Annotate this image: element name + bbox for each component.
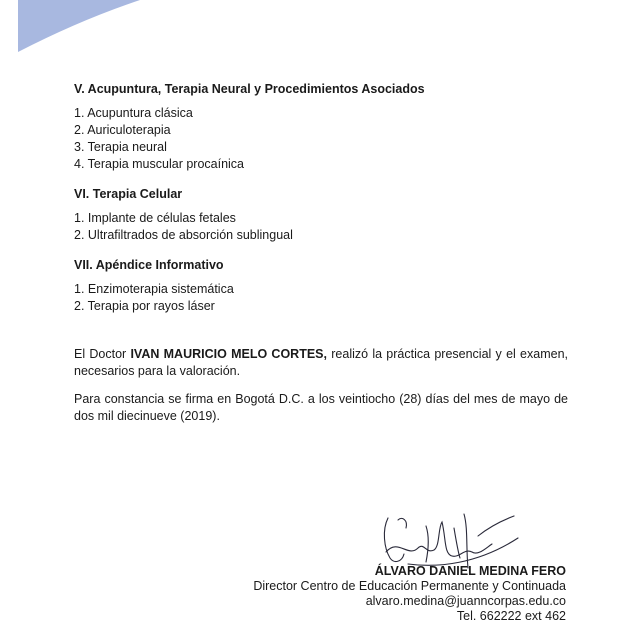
- section-list: [74, 210, 568, 244]
- list-item: 1. Enzimoterapia sistemática: [74, 282, 234, 296]
- list-item: 4. Terapia muscular procaínica: [74, 157, 244, 171]
- signer-phone: Tel. 662222 ext 462: [456, 609, 566, 623]
- statement-paragraph: [74, 346, 568, 380]
- list-item: 2. Terapia por rayos láser: [74, 299, 215, 313]
- section-heading: VII. Apéndice Informativo: [74, 258, 224, 272]
- section-vii: [74, 258, 568, 315]
- document-body: [74, 82, 568, 425]
- section-v: [74, 82, 568, 173]
- signer-name: ÁLVARO DANIEL MEDINA FERO: [374, 564, 566, 578]
- signer-email: alvaro.medina@juanncorpas.edu.co: [365, 594, 566, 608]
- statement-prefix: El Doctor: [74, 347, 131, 361]
- list-item: 3. Terapia neural: [74, 140, 167, 154]
- section-list: [74, 281, 568, 315]
- list-item: 2. Auriculoterapia: [74, 123, 171, 137]
- closing-paragraph: Para constancia se firma en Bogotá D.C. a los veintiocho (28) días del mes de mayo de dos mil diecinueve (2019).: [74, 392, 568, 423]
- list-item: 2. Ultrafiltrados de absorción sublingual: [74, 228, 293, 242]
- section-list: [74, 105, 568, 173]
- section-vi: [74, 187, 568, 244]
- corner-decoration: [0, 0, 170, 60]
- signer-title: Director Centro de Educación Permanente y Continuada: [253, 579, 566, 593]
- signer-details: [253, 564, 566, 624]
- section-heading: VI. Terapia Celular: [74, 187, 183, 201]
- section-heading: V. Acupuntura, Terapia Neural y Procedimientos Asociados: [74, 82, 425, 96]
- list-item: 1. Implante de células fetales: [74, 211, 236, 225]
- doctor-name: IVAN MAURICIO MELO CORTES,: [130, 347, 327, 361]
- list-item: 1. Acupuntura clásica: [74, 106, 193, 120]
- statement-suffix: realizó la práctica presencial y el examen, necesarios para la valoración.: [74, 347, 568, 378]
